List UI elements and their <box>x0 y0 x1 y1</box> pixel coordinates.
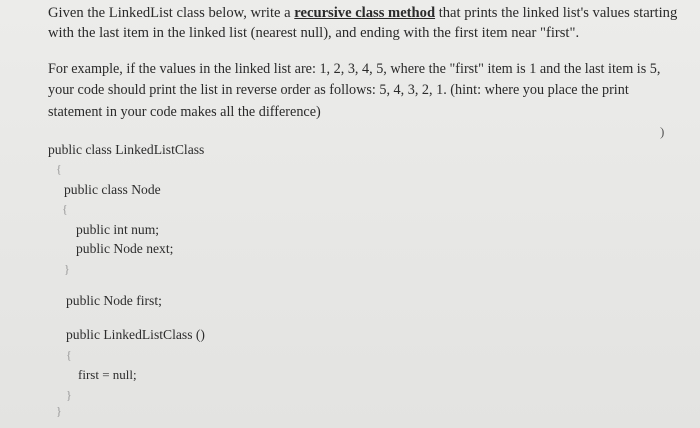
code-class-close-brace: } <box>56 404 62 418</box>
code-constructor-declaration: public LinkedListClass () <box>66 327 205 342</box>
code-class-declaration: public class LinkedListClass <box>48 142 205 157</box>
recursive-class-method-emphasis: recursive class method <box>294 5 436 21</box>
code-constructor-close-brace: } <box>66 388 72 402</box>
code-field-next: public Node next; <box>76 241 174 256</box>
code-first-field: public Node first; <box>66 293 162 308</box>
question-text: Given the LinkedList class below, write a <box>48 5 295 21</box>
code-constructor-body: first = null; <box>78 367 137 382</box>
code-node-declaration: public class Node <box>64 182 161 197</box>
question-paragraph-1-line-1 <box>48 3 677 23</box>
question-paragraph-2-line-1: For example, if the values in the linked list are: 1, 2, 3, 4, 5, where the "first" item is 1 and the last item is 5, <box>48 61 661 77</box>
code-class-open-brace: { <box>56 162 62 176</box>
code-field-num: public int num; <box>76 222 160 237</box>
code-constructor-open-brace: { <box>66 348 72 362</box>
question-paragraph-1-line-2: with the last item in the linked list (nearest null), and ending with the first item near "first". <box>48 25 580 41</box>
question-paragraph-2-line-3: statement in your code makes all the difference) <box>48 104 321 120</box>
question-text: that prints the linked list's values starting <box>435 5 678 21</box>
stray-mark: ) <box>660 124 665 139</box>
question-paragraph-2-line-2: your code should print the list in reverse order as follows: 5, 4, 3, 2, 1. (hint: where you place the print <box>48 82 629 98</box>
code-node-close-brace: } <box>64 262 70 276</box>
code-node-open-brace: { <box>62 202 68 216</box>
